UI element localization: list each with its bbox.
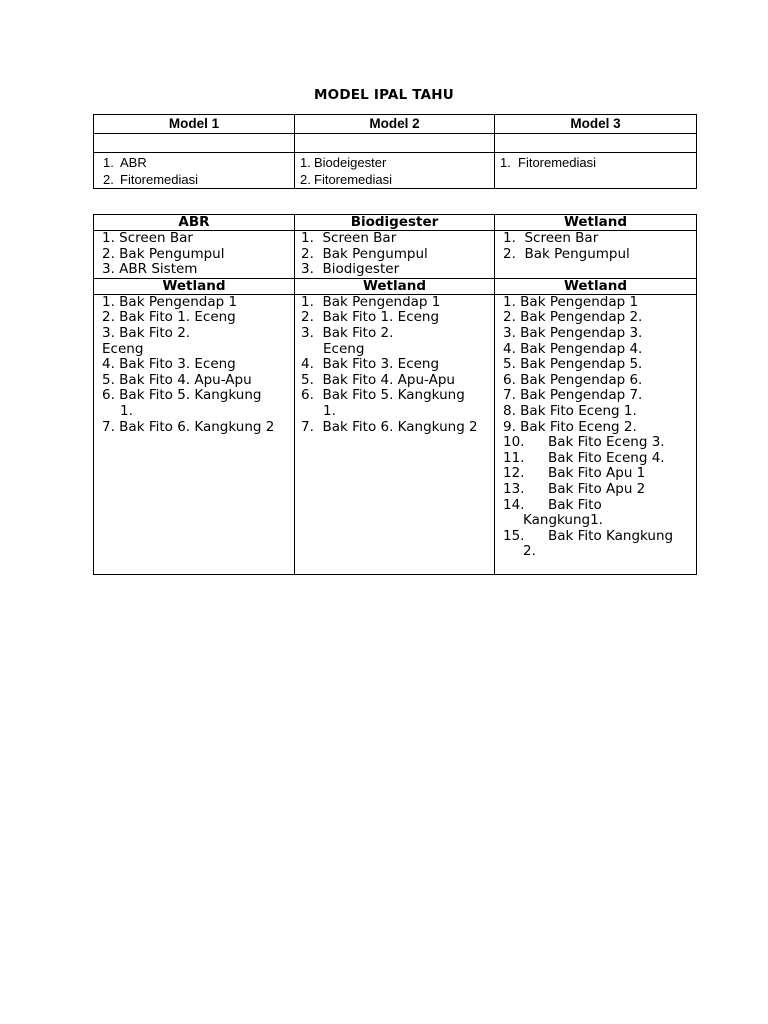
list-item: Eceng — [102, 340, 144, 357]
abr-header: ABR — [94, 215, 295, 231]
list-item: 2. Bak Fito 1. Eceng — [301, 309, 440, 326]
list-item: 2. Bak Fito 1. Eceng — [102, 309, 236, 326]
list-item: 4. Bak Pengendap 4. — [503, 340, 643, 357]
list-item: 2. Bak Pengumpul — [301, 245, 428, 262]
list-item: 1. Biodeigester — [300, 155, 387, 170]
abr-cell — [94, 231, 295, 279]
wetland-header-3: Wetland — [495, 278, 697, 294]
list-item: 3. ABR Sistem — [102, 261, 198, 278]
list-item: 12. Bak Fito Apu 1 — [503, 465, 646, 482]
list-item: 8. Bak Fito Eceng 1. — [503, 402, 637, 419]
page-title: MODEL IPAL TAHU — [314, 87, 454, 103]
list-item: 1. Bak Pengendap 1 — [301, 293, 441, 310]
models-header-row — [94, 115, 697, 134]
wetland-header-2: Wetland — [295, 278, 495, 294]
list-item: 2. Bak Pengendap 2. — [503, 309, 643, 326]
list-item: Kangkung1. — [523, 512, 603, 529]
list-item: 5. Bak Pengendap 5. — [503, 356, 643, 373]
list-item: 5. Bak Fito 4. Apu-Apu — [301, 371, 455, 388]
list-item: 6. Bak Fito 5. Kangkung — [301, 387, 465, 404]
list-item: 9. Bak Fito Eceng 2. — [503, 418, 637, 435]
list-item: 6. Bak Pengendap 6. — [503, 371, 643, 388]
list-item: 1. Screen Bar — [102, 230, 193, 246]
models-blank-row — [94, 134, 697, 153]
list-item: 4. Bak Fito 3. Eceng — [102, 356, 236, 373]
list-item: 5. Bak Fito 4. Apu-Apu — [102, 371, 252, 388]
wetland-cell-3 — [495, 294, 697, 574]
list-item: 14. Bak Fito — [503, 496, 602, 513]
wetland-header-row — [94, 278, 697, 294]
list-item: 1. Screen Bar — [503, 230, 599, 246]
biodigester-header: Biodigester — [295, 215, 495, 231]
model-2-cell — [295, 153, 495, 189]
wetland-items-row — [94, 294, 697, 574]
list-item: 3. Bak Pengendap 3. — [503, 324, 643, 341]
list-item: 1. ABR — [103, 155, 147, 170]
list-item: 13. Bak Fito Apu 2 — [503, 480, 646, 497]
list-item: 1. — [120, 402, 133, 419]
model-1-header: Model 1 — [94, 115, 295, 134]
list-item: 6. Bak Fito 5. Kangkung — [102, 387, 262, 404]
list-item: 15. Bak Fito Kangkung — [503, 527, 674, 544]
model-3-cell — [495, 153, 697, 189]
model-2-header: Model 2 — [295, 115, 495, 134]
list-item: 2. Bak Pengumpul — [102, 245, 225, 262]
list-item: 2. Fitoremediasi — [300, 172, 393, 187]
models-items-row — [94, 153, 697, 189]
list-item: 10. Bak Fito Eceng 3. — [503, 434, 665, 451]
list-item: 7. Bak Pengendap 7. — [503, 387, 643, 404]
components-table — [93, 214, 697, 575]
wetland-cell-2 — [295, 294, 495, 574]
wetland-cell-1 — [94, 294, 295, 574]
list-item: 2. — [523, 543, 536, 560]
list-item: 1. — [323, 402, 336, 419]
wetland-header: Wetland — [495, 215, 697, 231]
biodigester-cell — [295, 231, 495, 279]
list-item: 3. Bak Fito 2. — [301, 324, 394, 341]
list-item: Eceng — [323, 340, 365, 357]
components-header-row — [94, 215, 697, 231]
list-item: 1. Bak Pengendap 1 — [503, 293, 639, 310]
model-3-header: Model 3 — [495, 115, 697, 134]
wetland-header-1: Wetland — [94, 278, 295, 294]
list-item: 7. Bak Fito 6. Kangkung 2 — [301, 418, 478, 435]
list-item: 3. Biodigester — [301, 261, 400, 278]
list-item: 1. Bak Pengendap 1 — [102, 293, 238, 310]
list-item: 1. Fitoremediasi — [500, 155, 597, 170]
wetland-cell — [495, 231, 697, 279]
models-table — [93, 114, 697, 189]
list-item: 11. Bak Fito Eceng 4. — [503, 449, 665, 466]
list-item: 3. Bak Fito 2. — [102, 324, 191, 341]
list-item: 2. Bak Pengumpul — [503, 245, 630, 262]
model-1-cell — [94, 153, 295, 189]
components-items-row — [94, 231, 697, 279]
list-item: 1. Screen Bar — [301, 230, 397, 246]
list-item: 4. Bak Fito 3. Eceng — [301, 356, 440, 373]
list-item: 7. Bak Fito 6. Kangkung 2 — [102, 418, 275, 435]
list-item: 2. Fitoremediasi — [103, 172, 199, 187]
